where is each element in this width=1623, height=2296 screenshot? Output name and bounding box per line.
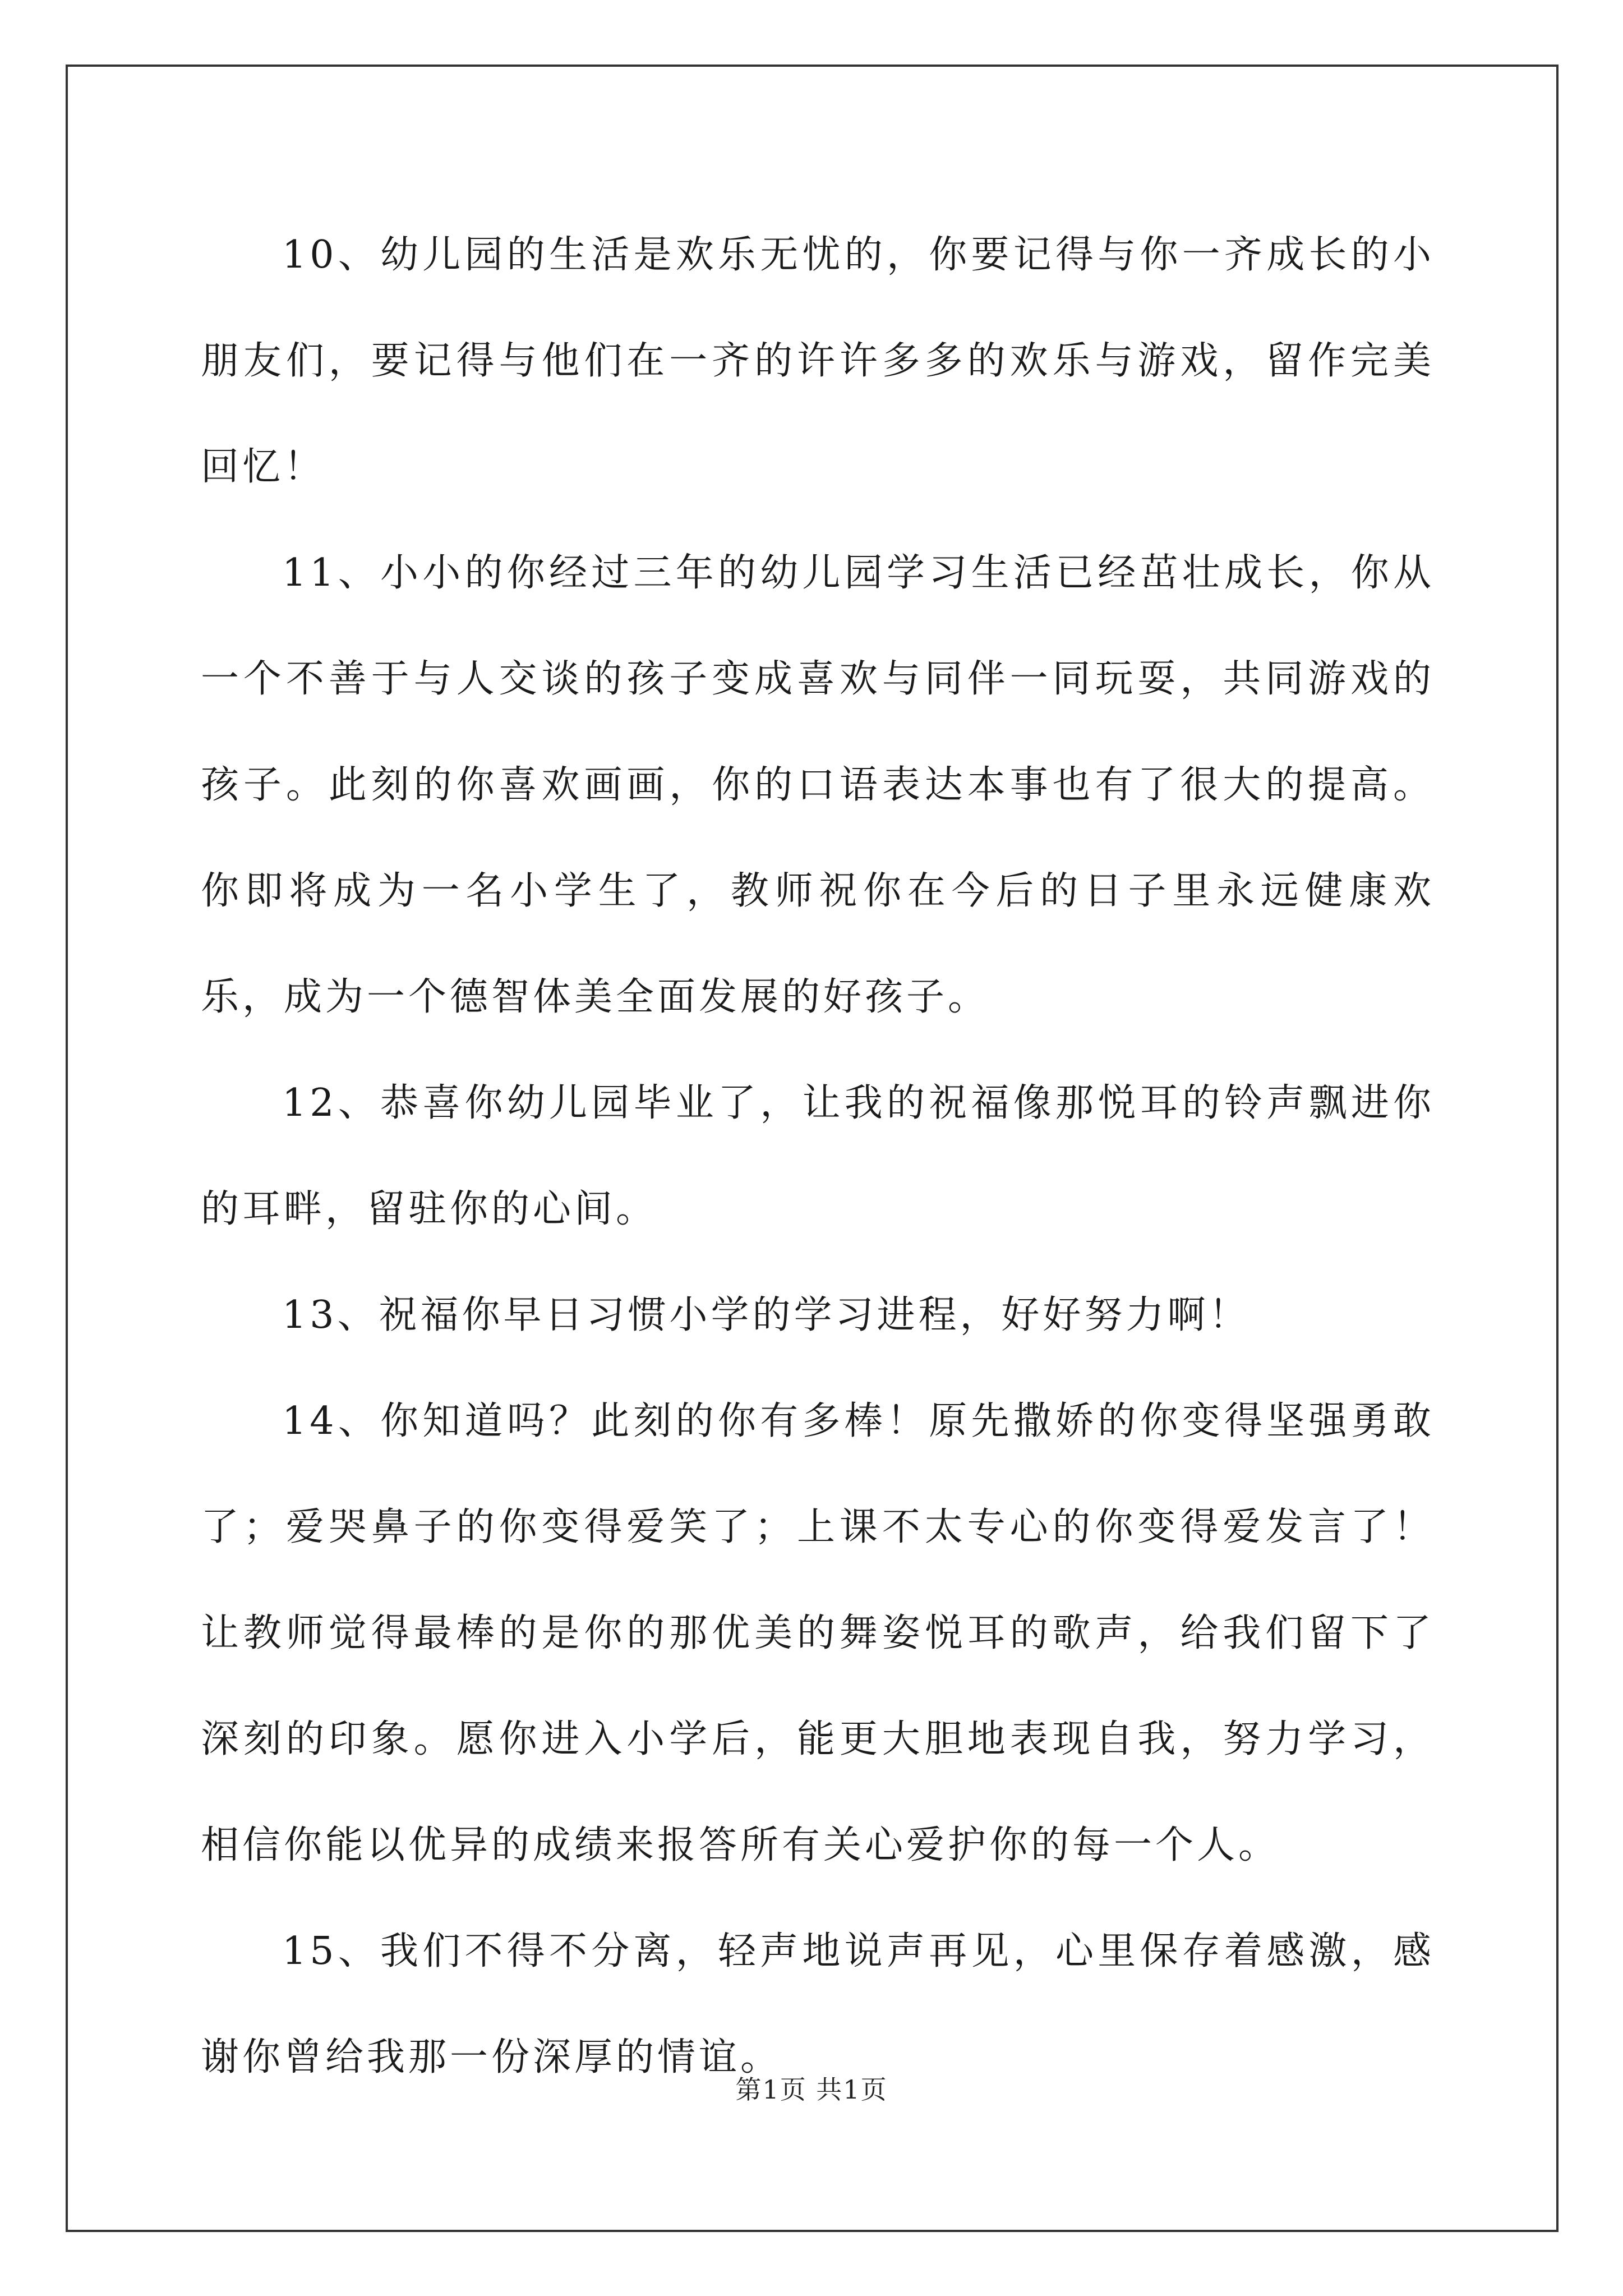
paragraph-15: 15、我们不得不分离，轻声地说声再见，心里保存着感激，感谢你曾给我那一份深厚的情谊。 — [201, 1929, 1435, 2079]
paragraph-11: 11、小小的你经过三年的幼儿园学习生活已经茁壮成长，你从一个不善于与人交谈的孩子变成喜欢与同伴一同玩耍，共同游戏的孩子。此刻的你喜欢画画，你的口语表达本事也有了很大的提高。你即将成为一名小学生了，教师祝你在今后的日子里永远健康欢乐，成为一个德智体美全面发展的好孩子。 — [201, 551, 1435, 1019]
paragraph-12: 12、恭喜你幼儿园毕业了，让我的祝福像那悦耳的铃声飘进你的耳畔，留驻你的心间。 — [201, 1081, 1435, 1231]
paragraph-14: 14、你知道吗？此刻的你有多棒！原先撒娇的你变得坚强勇敢了；爱哭鼻子的你变得爱笑了；上课不太专心的你变得爱发言了！让教师觉得最棒的是你的那优美的舞姿悦耳的歌声，给我们留下了深刻的印象。愿你进入小学后，能更大胆地表现自我，努力学习，相信你能以优异的成绩来报答所有关心爱护你的每一个人。 — [201, 1399, 1435, 1867]
document-body — [201, 202, 1435, 2110]
page-footer: 第1页 共1页 — [735, 2074, 888, 2105]
paragraph-13: 13、祝福你早日习惯小学的学习进程，好好努力啊！ — [282, 1293, 1251, 1337]
paragraph-10: 10、幼儿园的生活是欢乐无忧的，你要记得与你一齐成长的小朋友们，要记得与他们在一齐的许许多多的欢乐与游戏，留作完美回忆！ — [201, 233, 1435, 489]
